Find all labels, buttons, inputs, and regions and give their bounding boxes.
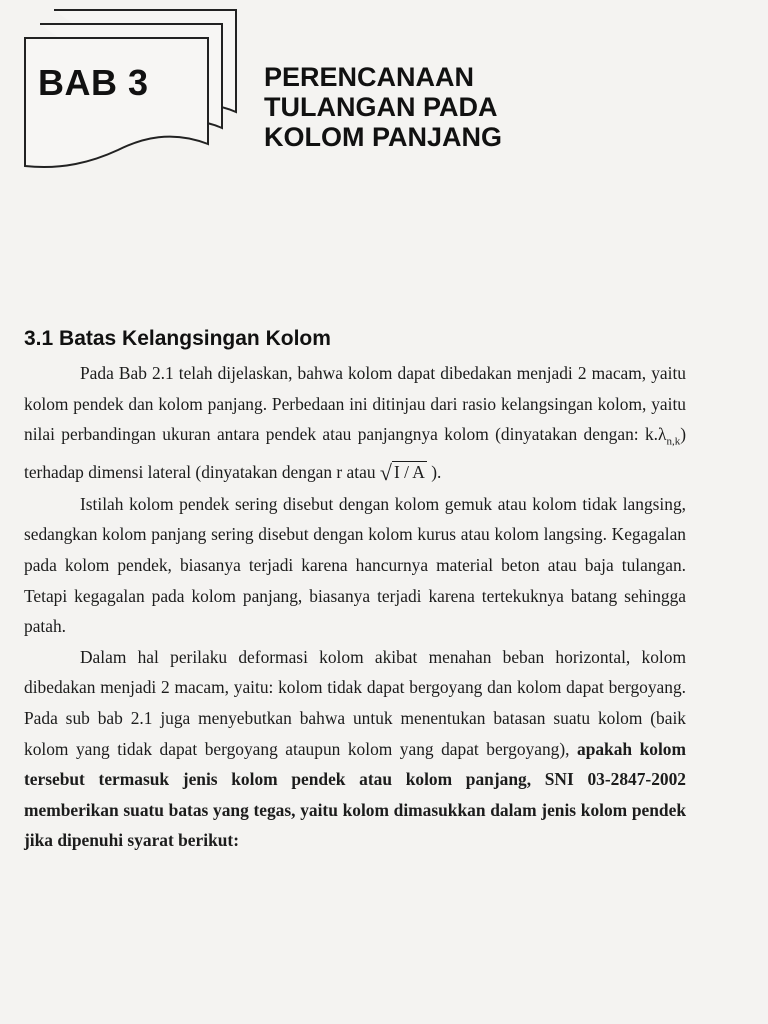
body-text xyxy=(24,358,686,856)
chapter-title-line-3: KOLOM PANJANG xyxy=(264,122,503,152)
square-root-formula xyxy=(379,460,427,486)
chapter-title xyxy=(264,62,502,152)
radical-sign-icon: √ xyxy=(379,460,392,486)
chapter-title-line-1: PERENCANAAN xyxy=(264,62,475,92)
paragraph-3 xyxy=(24,642,686,856)
paragraph-3-bold-text: apakah kolom tersebut termasuk jenis kolom pendek atau kolom panjang, SNI 03-2847-2002 memberikan suatu batas yang tegas, yaitu kolom dimasukkan dalam jenis kolom pendek jika dipenuhi syarat berikut: xyxy=(24,738,686,851)
chapter-title-line-2: TULANGAN PADA xyxy=(264,92,498,122)
paragraph-2: Istilah kolom pendek sering disebut dengan kolom gemuk atau kolom tidak langsing, sedangkan kolom panjang sering disebut dengan kolom kurus atau kolom langsing. Kegagalan pada kolom pendek, biasanya terjadi karena hancurnya material beton atau baja tulangan. Tetapi kegagalan pada kolom panjang, biasanya terjadi karena tertekuknya batang sehingga patah. xyxy=(24,493,686,637)
chapter-label: BAB 3 xyxy=(38,62,149,103)
section-heading: 3.1 Batas Kelangsingan Kolom xyxy=(24,327,331,350)
paragraph-1-text: Pada Bab 2.1 telah dijelaskan, bahwa kolom dapat dibedakan menjadi 2 macam, yaitu kolom pendek dan kolom panjang. Perbedaan ini ditinjau dari rasio kelangsingan kolom, yaitu nilai perbandingan ukuran antara pendek atau panjangnya kolom (dinyatakan dengan: k.λ xyxy=(24,363,686,445)
lambda-subscript: n,k xyxy=(666,435,681,448)
paragraph-1-text-3: ). xyxy=(431,462,442,483)
paragraph-3-text: Dalam hal perilaku deformasi kolom akibat menahan beban horizontal, kolom dibedakan menjadi 2 macam, yaitu: kolom tidak dapat bergoyang dan kolom dapat bergoyang. Pada sub bab 2.1 juga menyebutkan bahwa untuk menentukan batasan suatu kolom (baik kolom yang tidak dapat bergoyang ataupun kolom yang dapat bergoyang), xyxy=(24,646,686,759)
radicand: I / A xyxy=(393,462,425,483)
paragraph-1 xyxy=(24,358,686,489)
paragraph-1-text-2: ) terhadap dimensi lateral (dinyatakan dengan r atau xyxy=(24,424,686,483)
